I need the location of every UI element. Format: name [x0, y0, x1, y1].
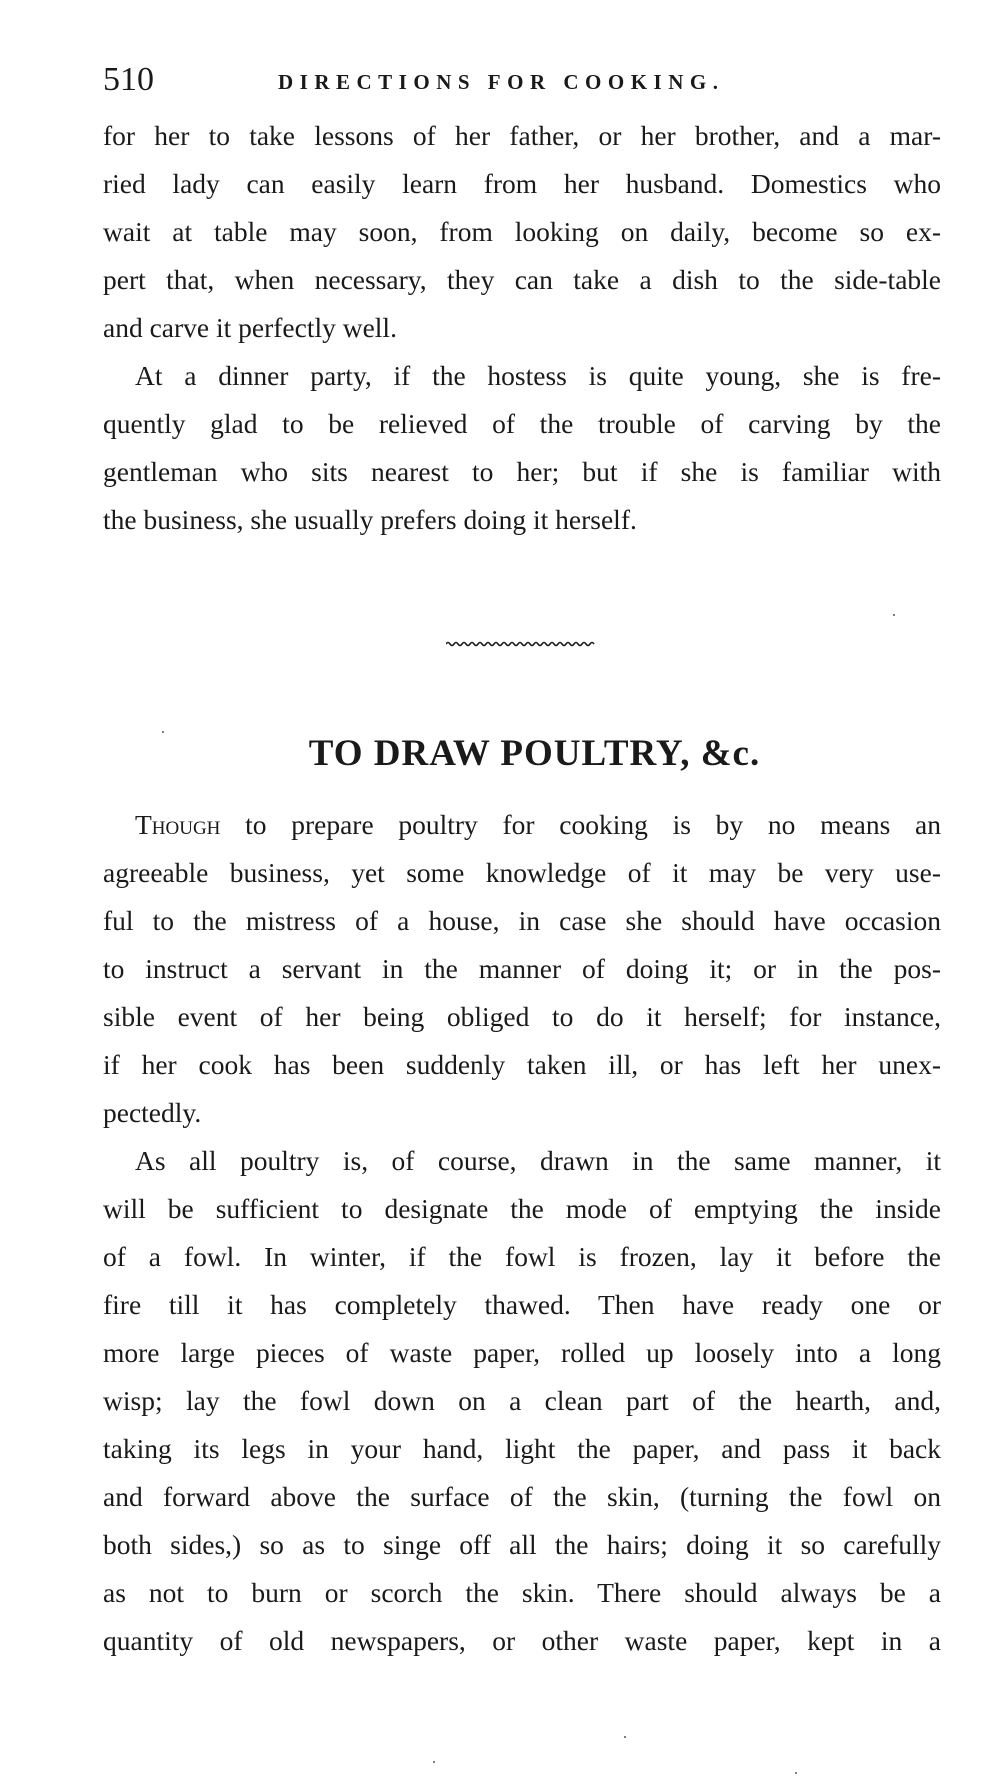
text-line: ful to the mistress of a house, in case she should have occasion [103, 905, 941, 936]
wavy-rule-ornament [446, 641, 596, 647]
text-line: both sides,) so as to singe off all the hairs; doing it so carefully [103, 1529, 941, 1560]
text-line: more large pieces of waste paper, rolled up loosely into a long [103, 1337, 941, 1368]
intro-text [103, 112, 941, 544]
text-line: if her cook has been suddenly taken ill, or has left her unex- [103, 1049, 941, 1080]
page-header [103, 60, 941, 112]
text-line: pert that, when necessary, they can take a dish to the side-table [103, 264, 941, 295]
text-line: sible event of her being obliged to do it herself; for instance, [103, 1001, 941, 1032]
text-line [103, 801, 941, 849]
running-head: DIRECTIONS FOR COOKING. [278, 70, 725, 94]
text-line: quently glad to be relieved of the trouble of carving by the [103, 408, 941, 439]
book-page [103, 60, 941, 1665]
text-line: for her to take lessons of her father, or her brother, and a mar- [103, 120, 941, 151]
text-line: of a fowl. In winter, if the fowl is frozen, lay it before the [103, 1241, 941, 1272]
text-line: the business, she usually prefers doing it herself. [103, 504, 637, 535]
text-line: as not to burn or scorch the skin. There should always be a [103, 1577, 941, 1608]
paper-speck [433, 1761, 435, 1763]
drop-word: Though [135, 809, 221, 840]
text-line: and forward above the surface of the skin, (turning the fowl on [103, 1481, 941, 1512]
paper-speck [795, 1772, 797, 1774]
paragraph-dinner-party [103, 352, 941, 544]
text-line: wisp; lay the fowl down on a clean part of the hearth, and, [103, 1385, 941, 1416]
paragraph-carving-lessons [103, 112, 941, 352]
text-line: taking its legs in your hand, light the paper, and pass it back [103, 1433, 941, 1464]
text-line: gentleman who sits nearest to her; but if she is familiar with [103, 456, 941, 487]
text-line: agreeable business, yet some knowledge of it may be very use- [103, 857, 941, 888]
text-line: At a dinner party, if the hostess is quite young, she is fre- [135, 360, 941, 391]
text-line: to instruct a servant in the manner of doing it; or in the pos- [103, 953, 941, 984]
paper-speck [624, 1736, 626, 1738]
text-line-rest: to prepare poultry for cooking is by no means an [220, 809, 941, 840]
paper-speck [162, 731, 164, 733]
section-title: TO DRAW POULTRY, &c. [308, 733, 761, 774]
paragraph-though [103, 801, 941, 1137]
text-line: As all poultry is, of course, drawn in the same manner, it [135, 1145, 941, 1176]
section-body [103, 801, 941, 1665]
section-divider [103, 544, 941, 729]
paper-speck [893, 614, 895, 616]
text-line: quantity of old newspapers, or other waste paper, kept in a [103, 1625, 941, 1656]
text-line: fire till it has completely thawed. Then have ready one or [103, 1289, 941, 1320]
text-line: will be sufficient to designate the mode of emptying the inside [103, 1193, 941, 1224]
text-line: wait at table may soon, from looking on daily, become so ex- [103, 216, 941, 247]
text-line: and carve it perfectly well. [103, 312, 397, 343]
paragraph-singeing [103, 1137, 941, 1665]
text-line: pectedly. [103, 1097, 202, 1128]
page-number: 510 [103, 61, 154, 98]
text-line: ried lady can easily learn from her husband. Domestics who [103, 168, 941, 199]
